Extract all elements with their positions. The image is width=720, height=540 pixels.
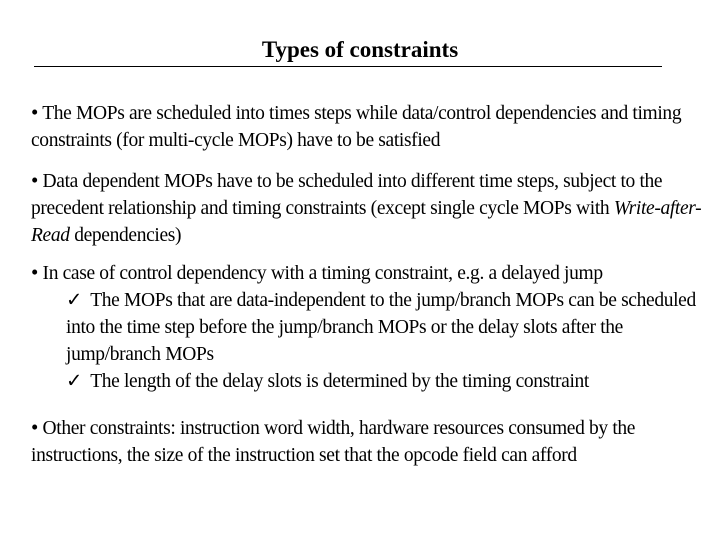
bullet-icon: • (31, 260, 39, 284)
bullet-icon: • (31, 100, 39, 124)
bullet-paragraph-3 (31, 259, 715, 395)
bullet-paragraph-4 (31, 414, 715, 469)
bullet-paragraph-2 (31, 167, 715, 249)
bullet-icon: • (31, 168, 39, 192)
bullet-text-2-italic: Write-after-Read (31, 198, 702, 246)
bullet-text-2-after: dependencies) (69, 225, 182, 246)
checkmark-icon: ✓ (66, 290, 82, 311)
bullet-icon: • (31, 415, 39, 439)
bullet-paragraph-1 (31, 99, 715, 154)
bullet-text-2-before: Data dependent MOPs have to be scheduled into different time steps, subject to the precedent relationship and timing constraints (except single cycle MOPs with (31, 171, 663, 219)
sub-bullet-2 (31, 368, 715, 395)
sub-bullet-text-1: The MOPs that are data-independent to the jump/branch MOPs can be scheduled into the time step before the jump/branch MOPs or the delay slots after the jump/branch MOPs (66, 290, 696, 365)
bullet-text-1: The MOPs are scheduled into times steps while data/control dependencies and timing constraints (for multi-cycle MOPs) have to be satisfied (31, 103, 682, 151)
sub-bullet-text-2: The length of the delay slots is determined by the timing constraint (90, 371, 589, 392)
sub-bullet-1 (31, 287, 715, 368)
checkmark-icon: ✓ (66, 371, 82, 392)
bullet-text-3: In case of control dependency with a timing constraint, e.g. a delayed jump (42, 263, 603, 284)
slide-title: Types of constraints (261, 37, 459, 62)
title-underline (34, 66, 662, 67)
bullet-text-4: Other constraints: instruction word width, hardware resources consumed by the instructions, the size of the instruction set that the opcode field can afford (31, 418, 636, 466)
